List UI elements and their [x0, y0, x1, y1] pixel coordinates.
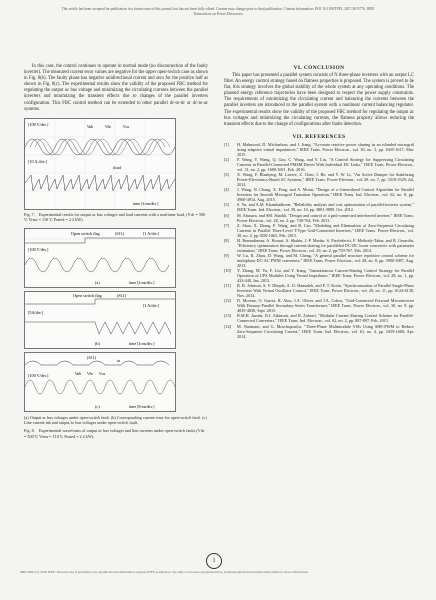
fig8a-s11-label: (S11)	[115, 230, 125, 236]
reference-text: M. Narimani, and G. Moschopoulos, "Three-Phase Multimodule VSIs Using SHE-PWM to Reduce Zero-Sequence Circulating Current," IEEE Trans. Ind. Electron., vol. 61, no. 4, pp. 1659-1668, Apr. 2014.	[237, 323, 414, 339]
figure-8c-oscilloscope	[24, 352, 176, 412]
reference-text: Y. Zhang, M. Yu, F. Liu, and Y. Kang, "Instantaneous Current-Sharing Control Strategy for Parallel Operation of UPS Modules Using Virtual Impedance," IEEE Trans. Power Electron., vol. 28, no. 1, pp. 432-440, Jan. 2013.	[237, 268, 414, 284]
figure-8	[24, 228, 208, 440]
fig8a-ylabel: [100 V/div.]	[28, 246, 49, 252]
figure-7	[24, 118, 208, 223]
reference-text: F. Wang, Y. Wang, Q. Gao, C. Wang, and Y. Liu, "A Control Strategy for Suppressing Circulating Currents in Parallel-Connected PMSM Drives With Individual DC Links," IEEE Trans. Power Electron., vol. 31, no. 2, pp. 1680-1691, Feb. 2016.	[237, 156, 414, 173]
copyright-footer: 0885-8993 (c) 2016 IEEE. Personal use is permitted, but republication/redistribution requires IEEE permission. See http://www.ieee.org/publications_standards/publications/rights/index.html for more information.	[20, 570, 309, 574]
fig7-label-vab: Vab	[87, 123, 93, 129]
reference-item	[224, 187, 414, 202]
fig8c-label-ia: ia	[117, 357, 121, 363]
figure-8a-oscilloscope	[24, 228, 176, 288]
reference-item	[224, 142, 414, 157]
figure-8-caption	[24, 428, 208, 439]
reference-number: [7]	[224, 222, 229, 228]
fig8a-tag: (a)	[95, 279, 100, 285]
fig8b-ylabel: [5A/div.]	[28, 309, 44, 315]
conclusion-heading: VI. CONCLUSION	[293, 65, 345, 71]
fig8c-voltage-wave	[25, 380, 175, 394]
figure-8-subcaption: (a) Output ac bus voltages under open-switch fault. (b) Corresponding current error for open-switch fault. (c) Line current iab and output ac bus voltages under open-switch fault.	[24, 414, 207, 425]
reference-text: Z. Shao, X. Zhang, F. Wang, and R. Cao, "Modeling and Elimination of Zero-Sequence Circulating Currents in Parallel Three-Level T-Type Grid-Connected Inverters," IEEE Trans. Power Electron., vol. 30, no. 2, pp.1050-1063, Feb. 2015.	[237, 222, 414, 238]
reference-text: D. Moreno, O. Garcia, R. Alou, J.A. Oliver, and J.A. Cobos, "Grid-Connected Forward Microinverter With Primary-Parallel Secondary-Series Transformer," IEEE Trans. Power Electron., vol. 30, no. 9, pp. 4819-4830, Sept. 2015.	[237, 298, 414, 314]
fig8c-label-vca: Vca	[99, 370, 106, 376]
fig8c-current-wave	[25, 361, 169, 365]
fig8c-s11-label: (S11)	[87, 354, 97, 360]
fig8a-div-label: [1 A/div.]	[143, 230, 160, 236]
reference-item	[224, 213, 414, 223]
figure-8b-oscilloscope	[24, 291, 176, 349]
fig8b-s11-label: (S11)	[117, 292, 127, 298]
fig8c-label-vab: Vab	[75, 370, 81, 376]
left-column	[24, 20, 208, 439]
reference-text: S. Yu, and A.M. Khambadkone, "Reliability analysis and cost optimization of parallel-inverter system," IEEE Trans. Ind. Electron., vol. 59, no. 10, pp. 3881-3889, Oct. 2012.	[237, 202, 414, 213]
figure-7-grid	[25, 119, 175, 209]
figure-7-oscilloscope	[24, 118, 176, 210]
reference-item	[224, 172, 414, 187]
references-list	[224, 142, 414, 339]
reference-item	[224, 298, 414, 313]
reference-item	[224, 157, 414, 172]
reference-number: [4]	[224, 187, 229, 193]
reference-text: J. Wang, N. Chang, X. Feng, and A. Monti, "Design of a Generalized Control Algorithm for Parallel Inverters for Smooth Microgrid Transition Operation," IEEE Trans. Ind. Electron., vol. 62, no. 8, pp. 4900-4914, Aug. 2015.	[237, 187, 414, 203]
fig7-load-current-wave	[25, 175, 175, 191]
fig8c-time-label: time [8 ms/div.]	[129, 403, 155, 409]
fig8a-flag-label: Open switch flag	[71, 230, 100, 236]
fig7-ylabel-top: [100 V/div.]	[28, 121, 49, 127]
reference-text: B. B. Johnson, S. V. Dhople, A. O. Hamadeh, and P. T. Krein, "Synchronization of Parallel Single-Phase Inverters With Virtual Oscillator Control," IEEE Trans. Power Electron., vol. 29, no. 11, pp. 6124-6138, Nov. 2014.	[237, 283, 414, 299]
reference-text: M. Abusara, and SM. Sharkh, "Design and control of a grid-connected interleaved inverter," IEEE Trans. Power Electron., vol. 28, no. 2, pp. 748-764, Feb. 2013.	[237, 212, 414, 223]
reference-number: [11]	[224, 283, 231, 289]
reference-text: H. Mahmood, D. Michaelson, and J. Jiang, "Accurate reactive power sharing in an islanded microgrid using adaptive virtual impedances," IEEE Trans. Power Electron., vol. 30, no. 3, pp. 1605-1617, Mar. 2015.	[237, 141, 414, 157]
fig8b-flag-label: Open switch flag	[73, 292, 102, 298]
conclusion-paragraph: This paper has presented a parallel system consists of N three-phase inverters with an output LC filter. An energy control strategy based on flatness properties is proposed. The system is proved to be flat, this strategy involves the global stability of the whole system at any operating conditions. The planned energy reference trajectories have been designed to respect the power supply constraints. The requirements of minimizing the circulating current and balancing the currents between the parallel inverters are introduced to the parallel system with a nonlinear current balancing regulator. The experimental results show the validity of the proposed FBC method for regulating the output ac bus voltages and minimizing the circulating currents, the flatness property allows reducing the transient effects due to the change of configurations after faults detection.	[224, 73, 414, 127]
reference-item	[224, 313, 414, 323]
figure-8-label: Fig. 8.	[24, 428, 35, 434]
fig7-label-vca: Vca	[123, 123, 130, 129]
fig8a-time-label: time [4 ms/div.]	[129, 279, 155, 285]
reference-item	[224, 253, 414, 268]
reference-text: W. Lu, K. Zhou, D. Wang, and M. Cheng, "A general parallel structure repetitive control scheme for multiphase DC-AC PWM converters," IEEE Trans. Power Electron., vol. 28, no. 8, pp. 3980-3987, Aug. 2013.	[237, 252, 414, 268]
reference-text: H. Renaudineau, A. Houari, A. Shahin, J.-P. Martin, S. Pierfederici, F. Meibody-Tabar, and B. Gerardin, "Efficiency optimization through current-sharing for paralleled DC-DC boost converters with parameter estimation," IEEE Trans. Power Electron., vol. 29, no. 2, pp.759-767, Feb. 2014.	[237, 237, 414, 253]
figure-7-caption	[24, 212, 208, 223]
reference-item	[224, 223, 414, 238]
fig8b-div-label: [1 A/div.]	[143, 302, 160, 308]
figure-7-label: Fig. 7.	[24, 211, 35, 217]
page-number: 1	[206, 553, 222, 569]
reference-number: [13]	[224, 313, 231, 319]
fig8b-tag: (b)	[95, 340, 100, 346]
reference-number: [8]	[224, 237, 229, 243]
reference-number: [9]	[224, 252, 229, 258]
fig8a-flag-wave	[25, 238, 175, 243]
figure-8-caption-text: Experimental waveforms of output ac bus voltages and line currents under open-switch faults (Vdc = 500 V, Vrms = 110 V, Prated = 2.2 kW).	[24, 428, 205, 439]
reference-number: [12]	[224, 298, 231, 304]
reference-number: [14]	[224, 323, 231, 329]
right-column	[224, 20, 414, 339]
reference-number: [1]	[224, 141, 229, 147]
fig7-label-iload: iload	[113, 164, 122, 170]
header-line-2: Transactions on Power Electronics	[193, 11, 243, 16]
reference-item	[224, 283, 414, 298]
fig8c-tag: (c)	[95, 403, 100, 409]
reference-item	[224, 238, 414, 253]
reference-text: X. Wang, F. Blaabjerg, M. Liserre, Z. Chen, J. He, and Y. W. Li, "An Active Damper for Stabilizing Power-Electronics-Based AC Systems," IEEE Trans. Power Electron., vol. 29, no. 7, pp. 3318-3329, Jul. 2014.	[237, 172, 414, 188]
reference-item	[224, 202, 414, 212]
fig7-voltage-wave-a	[25, 139, 175, 155]
reference-item	[224, 268, 414, 283]
left-intro-paragraph: In this case, the control continues to operate in normal mode (no disconnection of the faulty inverter). The measured current error values are negative for the upper open-switch case as shown in Fig. 8(b). The faulty phase has negative unidirectional current and zero for the positive half as shown in Fig. 8(c). The experimental results show the validity of the proposed FBC method for regulating the output ac bus voltage and minimizing the circulating currents between the parallel inverters and minimizing the transient effects due to changes of the parallel inverters configuration. This FBC control method can be extended to other parallel dc-to-dc or dc-to-ac systems.	[24, 64, 208, 112]
fig7-ylabel-bottom: [10 A /div.]	[28, 158, 47, 164]
reference-number: [10]	[224, 268, 231, 274]
reference-number: [3]	[224, 172, 229, 178]
reference-text: B.M.H. Jassim, D.J. Atkinson, and B. Zahawi, "Modular Current Sharing Control Scheme for Parallel-Connected Converters," IEEE Trans. Ind. Electron., vol. 62, no. 2, pp. 887-897, Feb. 2015.	[237, 313, 414, 324]
fig8c-label-vbc: Vbc	[87, 370, 94, 376]
fig8b-time-label: time [4 ms/div.]	[129, 340, 155, 346]
fig8a-voltage-wave	[25, 258, 169, 272]
journal-header	[20, 7, 416, 16]
fig8c-ylabel: [100 V/div.]	[28, 372, 49, 378]
header-line-1: This article has been accepted for publication in a future issue of this journal, but has not been fully edited. Content may change prior to final publication. Citation information: DOI 10.1109/TPEL.2017.2676776, IEEE	[61, 7, 375, 11]
fig8b-error-wave	[25, 322, 171, 334]
reference-number: [2]	[224, 156, 229, 162]
fig7-label-vbc: Vbc	[105, 123, 112, 129]
reference-number: [6]	[224, 212, 229, 218]
references-heading: VII. REFERENCES	[292, 133, 346, 140]
fig7-time-label: time [4 ms/div.]	[133, 200, 159, 206]
reference-item	[224, 324, 414, 339]
figure-7-caption-text: Experimental results for output ac bus voltages and load currents with a nonlinear load, (Vdc = 500 V, Vrms = 110 V, Prated = 2.2 kW).	[24, 211, 206, 223]
reference-number: [5]	[224, 202, 229, 208]
